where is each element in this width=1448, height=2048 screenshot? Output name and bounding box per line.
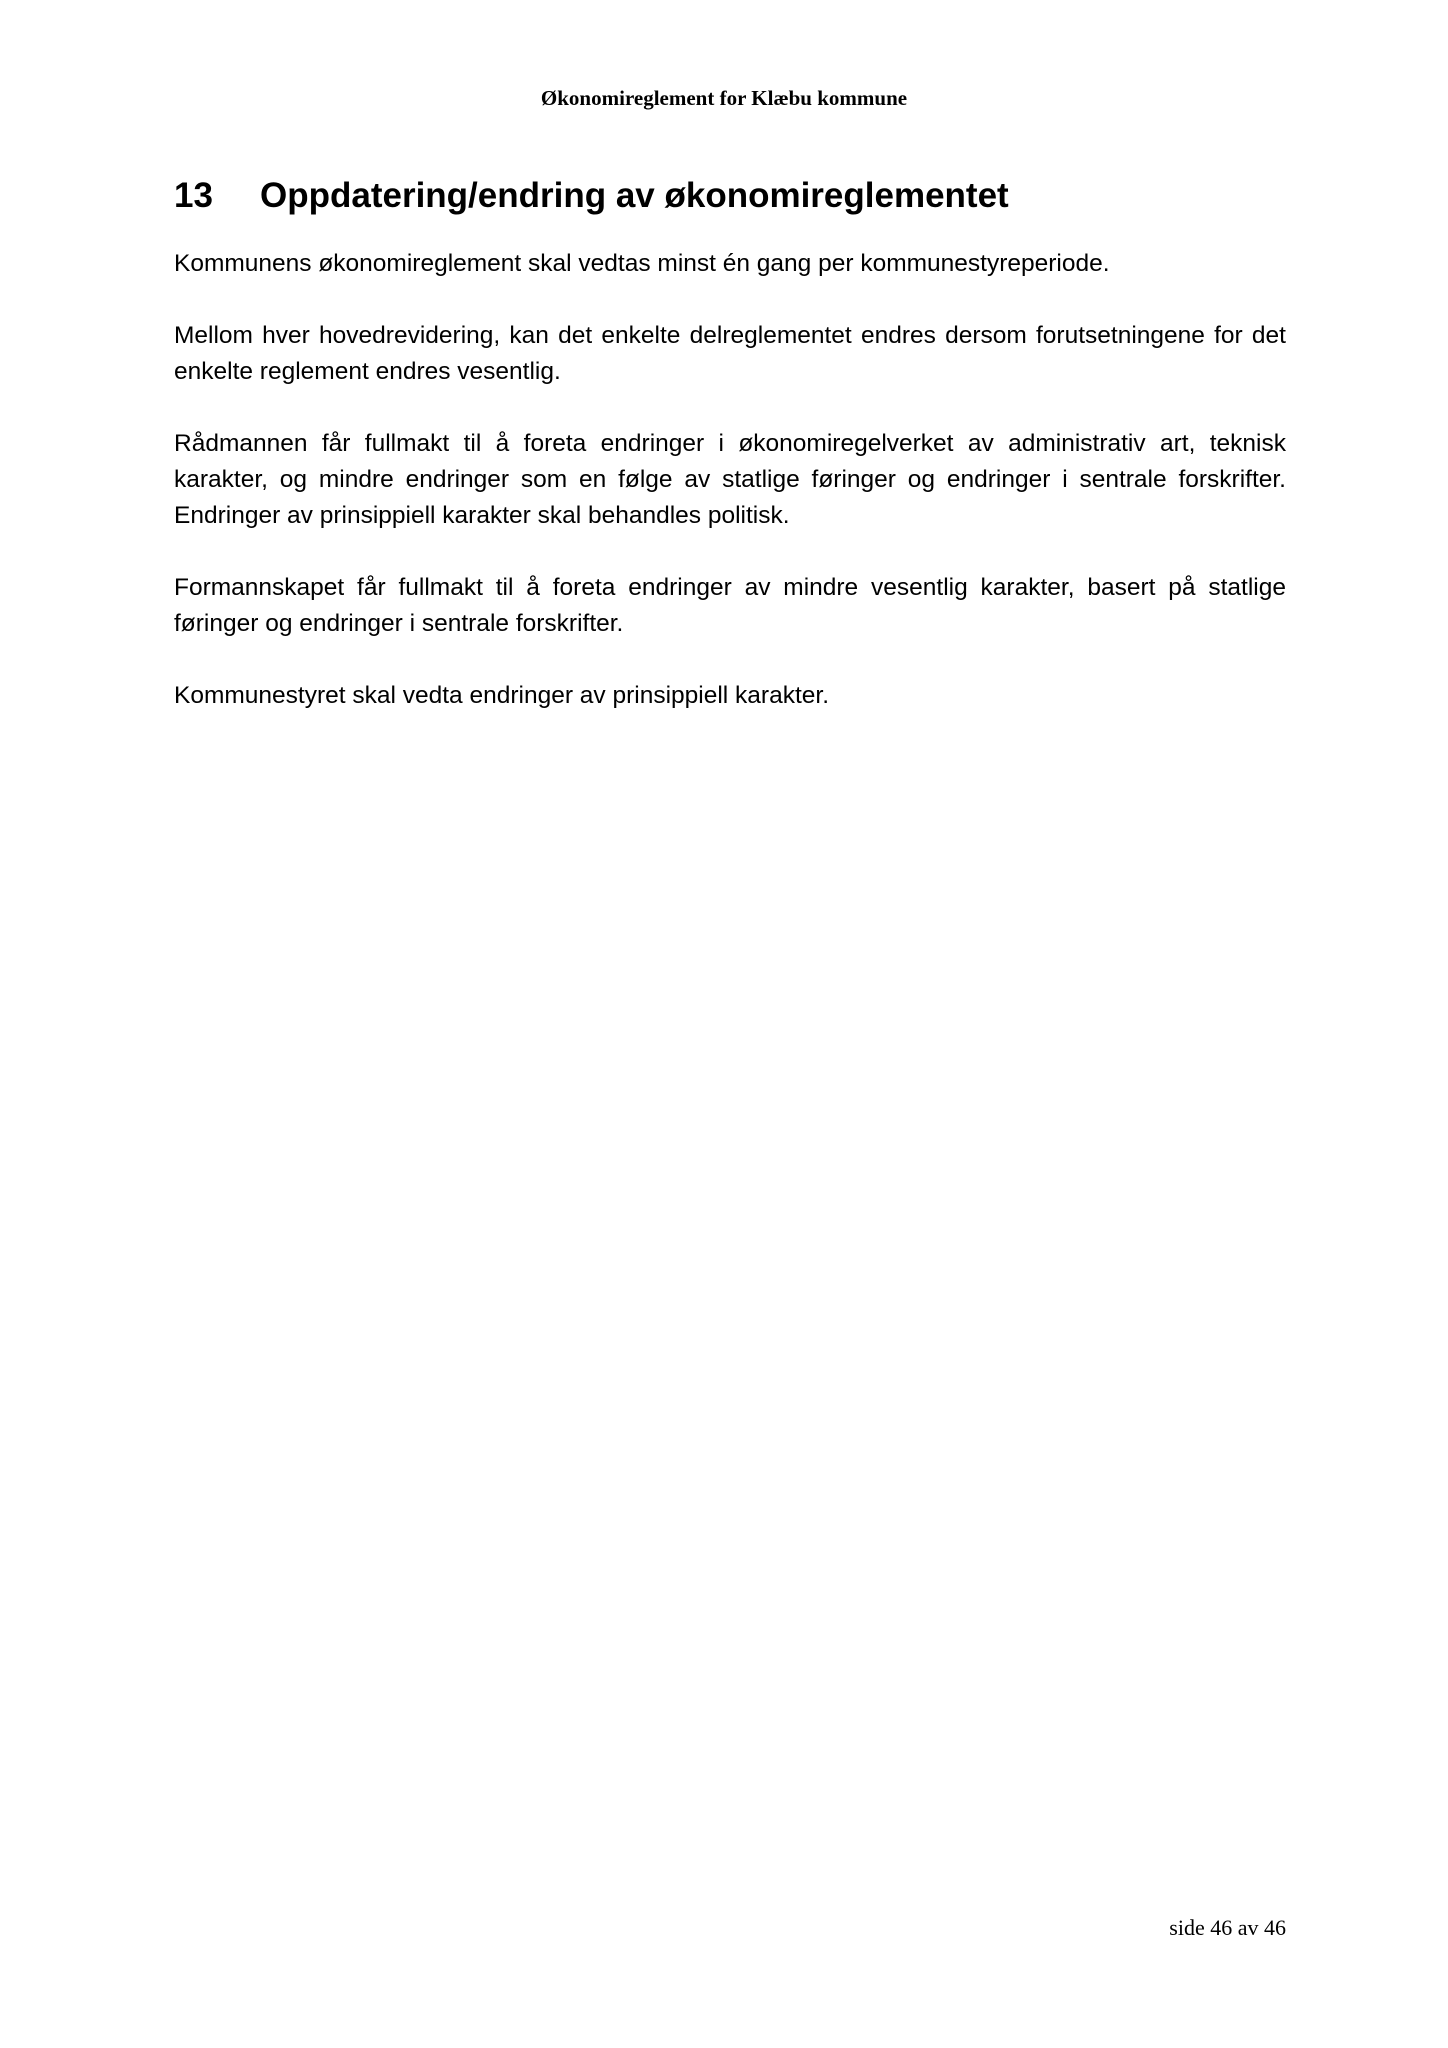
paragraph-4: Formannskapet får fullmakt til å foreta endringer av mindre vesentlig karakter, basert på statlige føringer og endringer i sentrale forskrifter. (174, 574, 1286, 637)
section-heading (174, 172, 1286, 220)
section-title: Oppdatering/endring av økonomireglementet (260, 176, 1009, 215)
paragraph-5: Kommunestyret skal vedta endringer av prinsippiell karakter. (174, 682, 830, 709)
page-number-footer: side 46 av 46 (1169, 1915, 1286, 1940)
paragraph-2: Mellom hver hovedrevidering, kan det enkelte delreglementet endres dersom forutsetningene for det enkelte reglement endres vesentlig. (174, 322, 1286, 385)
section-number: 13 (174, 176, 213, 215)
paragraph-1: Kommunens økonomireglement skal vedtas minst én gang per kommunestyreperiode. (174, 250, 1110, 277)
running-header: Økonomireglement for Klæbu kommune (540, 86, 908, 110)
paragraph-3: Rådmannen får fullmakt til å foreta endringer i økonomiregelverket av administrativ art, teknisk karakter, og mindre endringer som en følge av statlige føringer og endringer i sentrale forskrifter. Endringer av prinsippiell karakter skal behandles politisk. (174, 430, 1286, 529)
page-content (174, 172, 1286, 750)
